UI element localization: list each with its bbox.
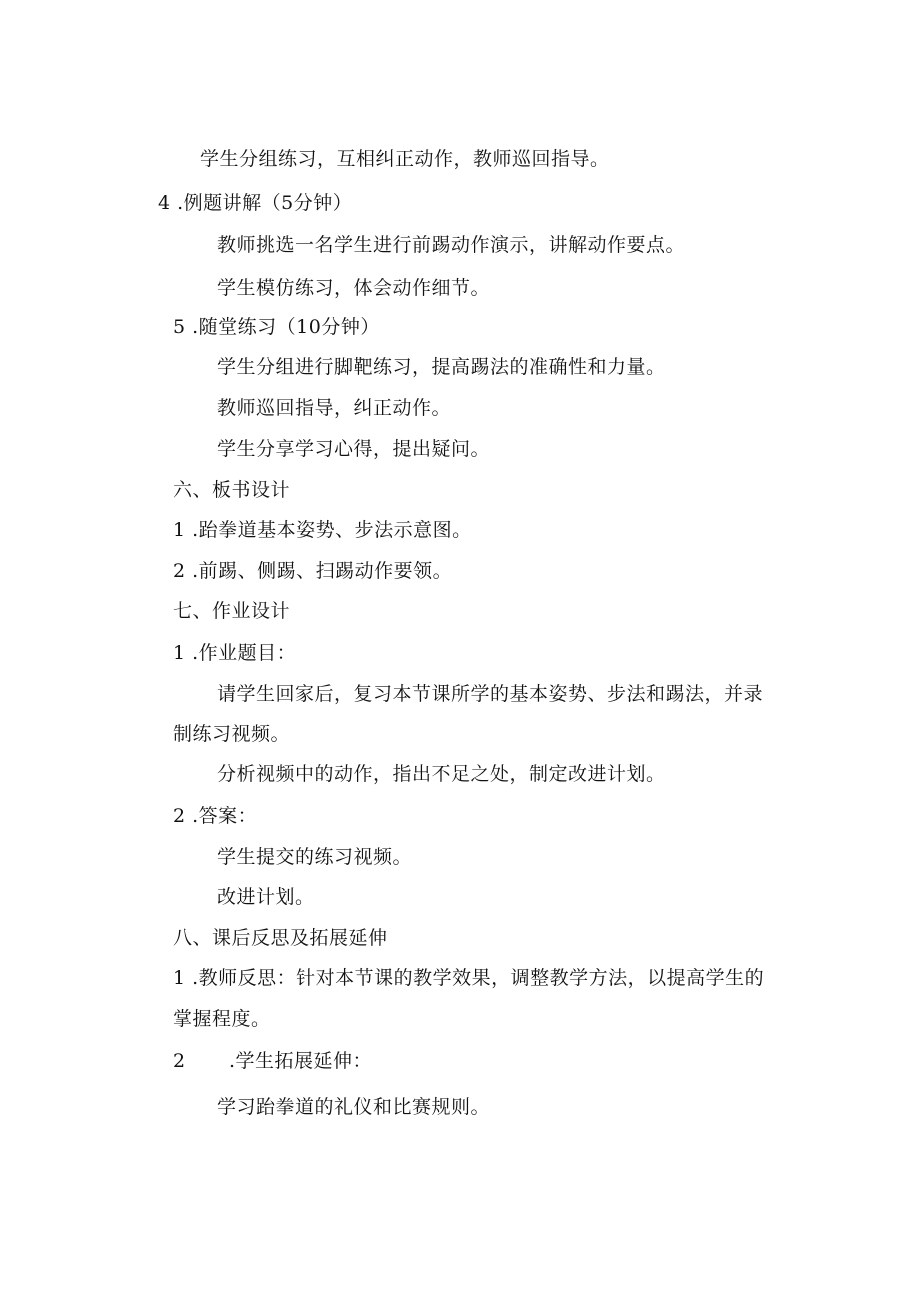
paragraph-line: 分析视频中的动作，指出不足之处，制定改进计划。: [217, 763, 666, 785]
paragraph-line: 教师巡回指导，纠正动作。: [217, 397, 452, 419]
paragraph-line: 学生分组进行脚靶练习，提高踢法的准确性和力量。: [217, 356, 666, 378]
list-item: 2 .答案：: [173, 805, 258, 827]
section-heading: 八、课后反思及拓展延伸: [173, 927, 388, 949]
paragraph-line: 制练习视频。: [173, 723, 291, 745]
list-item: 1 .跆拳道基本姿势、步法示意图。: [173, 519, 472, 541]
list-item: 2 .前踢、侧踢、扫踢动作要领。: [173, 560, 453, 582]
paragraph-line: 学生模仿练习，体会动作细节。: [217, 277, 491, 299]
list-item: 1 .作业题目：: [173, 642, 297, 664]
paragraph-line: 掌握程度。: [173, 1008, 271, 1030]
list-item: 1 .教师反思：针对本节课的教学效果，调整教学方法，以提高学生的: [173, 967, 765, 989]
list-item-heading: 4 .例题讲解（5分钟）: [158, 192, 353, 214]
section-heading: 七、作业设计: [173, 600, 291, 622]
paragraph-line: 学习跆拳道的礼仪和比赛规则。: [217, 1096, 491, 1118]
paragraph-line: 教师挑选一名学生进行前踢动作演示，讲解动作要点。: [217, 234, 686, 256]
list-number: 2: [173, 1050, 186, 1072]
section-heading: 六、板书设计: [173, 479, 291, 501]
list-item: .学生拓展延伸：: [229, 1050, 373, 1072]
paragraph-line: 学生提交的练习视频。: [217, 846, 413, 868]
paragraph-line: 改进计划。: [217, 886, 315, 908]
paragraph-line: 学生分组练习，互相纠正动作，教师巡回指导。: [200, 148, 610, 170]
list-item-heading: 5 .随堂练习（10分钟）: [173, 316, 380, 338]
paragraph-line: 请学生回家后，复习本节课所学的基本姿势、步法和踢法，并录: [217, 683, 764, 705]
paragraph-line: 学生分享学习心得，提出疑问。: [217, 438, 491, 460]
